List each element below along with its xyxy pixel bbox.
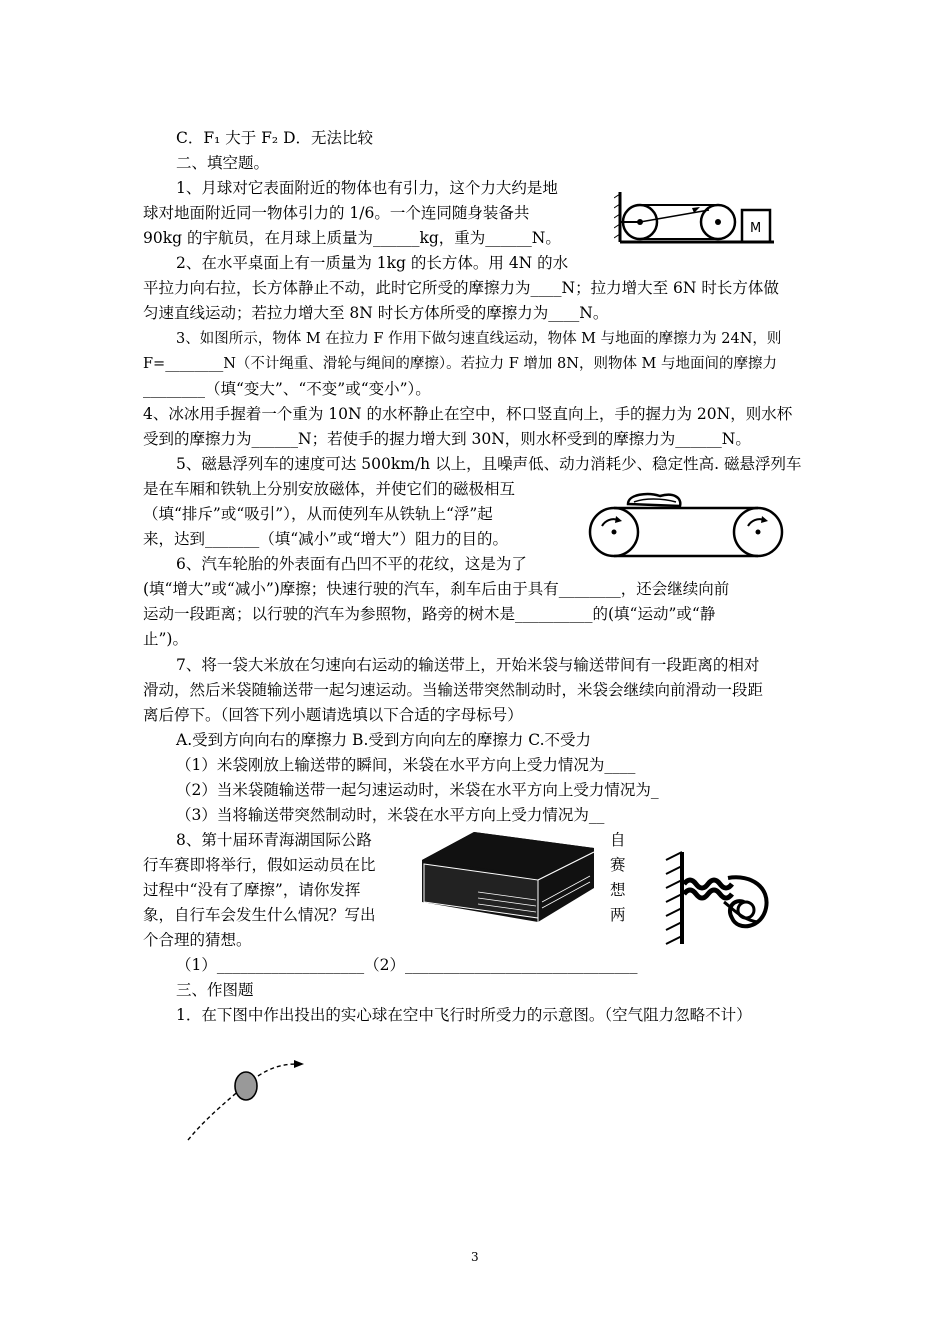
q5-line: 是在车厢和铁轨上分别安放磁体，并使它们的磁极相互	[143, 480, 516, 498]
q8-side-char: 自	[610, 831, 626, 849]
q8-side-char: 想	[610, 881, 626, 899]
q7-options: A.受到方向向右的摩擦力 B.受到方向向左的摩擦力 C.不受力	[176, 731, 592, 749]
q5-line: （填“排斥”或“吸引”），从而使列车从铁轨上“浮”起	[143, 505, 493, 523]
book-figure	[418, 830, 598, 945]
q7-line: 滑动，然后米袋随输送带一起匀速运动。当输送带突然制动时，米袋会继续向前滑动一段距	[143, 681, 764, 699]
q4-line: 4、冰冰用手握着一个重为 10N 的水杯静止在空中，杯口竖直向上，手的握力为 20N，则水杯	[143, 405, 793, 423]
option-line: C．F₁ 大于 F₂ D．无法比较	[176, 129, 374, 147]
q8-line: 行车赛即将举行，假如运动员在比	[143, 856, 376, 874]
q4-line: 受到的摩擦力为______N；若使手的握力增大到 30N，则水杯受到的摩擦力为______N。	[143, 430, 751, 448]
q8-line: 过程中“没有了摩擦”，请你发挥	[143, 881, 361, 899]
q6-line: 止”)。	[143, 630, 188, 648]
q8-side-char: 赛	[610, 856, 626, 874]
q7-sub1: （1）米袋刚放上输送带的瞬间，米袋在水平方向上受力情况为____	[176, 756, 636, 774]
q3-line: 3、如图所示，物体 M 在拉力 F 作用下做匀速直线运动，物体 M 与地面的摩擦力为 24N，则	[176, 331, 782, 347]
q3-line: F=________N（不计绳重、滑轮与绳间的摩擦）。若拉力 F 增加 8N，则物体 M 与地面间的摩擦力	[143, 356, 778, 372]
q8-answer-line: （1）___________________（2）______________________________	[176, 956, 638, 974]
pulley-block-figure	[614, 188, 776, 250]
q6-line: 6、汽车轮胎的外表面有凸凹不平的花纹，这是为了	[176, 555, 527, 573]
q1-line: 球对地面附近同一物体引力的 1/6。一个连同随身装备共	[143, 204, 530, 222]
q8-line: 个合理的猜想。	[143, 931, 252, 949]
q8-line: 象，自行车会发生什么情况？写出	[143, 906, 376, 924]
q6-line: (填“增大”或“减小”)摩擦；快速行驶的汽车，刹车后由于具有________，还会继续向前	[143, 580, 730, 598]
conveyor-belt-figure	[588, 490, 784, 562]
q2-line: 2、在水平桌面上有一质量为 1kg 的长方体。用 4N 的水	[176, 254, 569, 272]
q5-line: 5、磁悬浮列车的速度可达 500km/h 以上，且噪声低、动力消耗少、稳定性高. 磁悬浮列车	[176, 455, 802, 473]
q7-sub2: （2）当米袋随输送带一起匀速运动时，米袋在水平方向上受力情况为_	[176, 781, 659, 799]
q8-line: 8、第十届环青海湖国际公路	[176, 831, 372, 849]
hand-spring-figure	[662, 848, 774, 946]
section-heading: 二、填空题。	[176, 154, 270, 172]
q7-line: 离后停下。（回答下列小题请选填以下合适的字母标号）	[143, 706, 523, 724]
ball-trajectory-figure	[182, 1052, 314, 1144]
q1-line: 90kg 的宇航员，在月球上质量为______kg，重为______N。	[143, 229, 561, 247]
q8-side-char: 两	[610, 906, 626, 924]
drawing-q1: 1．在下图中作出投出的实心球在空中飞行时所受力的示意图。（空气阻力忽略不计）	[176, 1006, 752, 1024]
q2-line: 匀速直线运动；若拉力增大至 8N 时长方体所受的摩擦力为____N。	[143, 304, 609, 322]
q3-line: ________（填“变大”、“不变”或“变小”）。	[143, 380, 431, 398]
page-number: 3	[471, 1250, 479, 1264]
q5-line: 来，达到_______（填“减小”或“增大”）阻力的目的。	[143, 530, 508, 548]
block-m-label: M	[750, 221, 762, 236]
section-heading: 三、作图题	[176, 981, 254, 999]
q2-line: 平拉力向右拉，长方体静止不动，此时它所受的摩擦力为____N；拉力增大至 6N 时长方体做	[143, 279, 779, 297]
q1-line: 1、月球对它表面附近的物体也有引力，这个力大约是地	[176, 179, 558, 197]
q7-sub3: （3）当将输送带突然制动时，米袋在水平方向上受力情况为__	[176, 806, 605, 824]
q7-line: 7、将一袋大米放在匀速向右运动的输送带上，开始米袋与输送带间有一段距离的相对	[176, 656, 760, 674]
q6-line: 运动一段距离；以行驶的汽车为参照物，路旁的树木是__________的(填“运动”或“静	[143, 605, 716, 623]
